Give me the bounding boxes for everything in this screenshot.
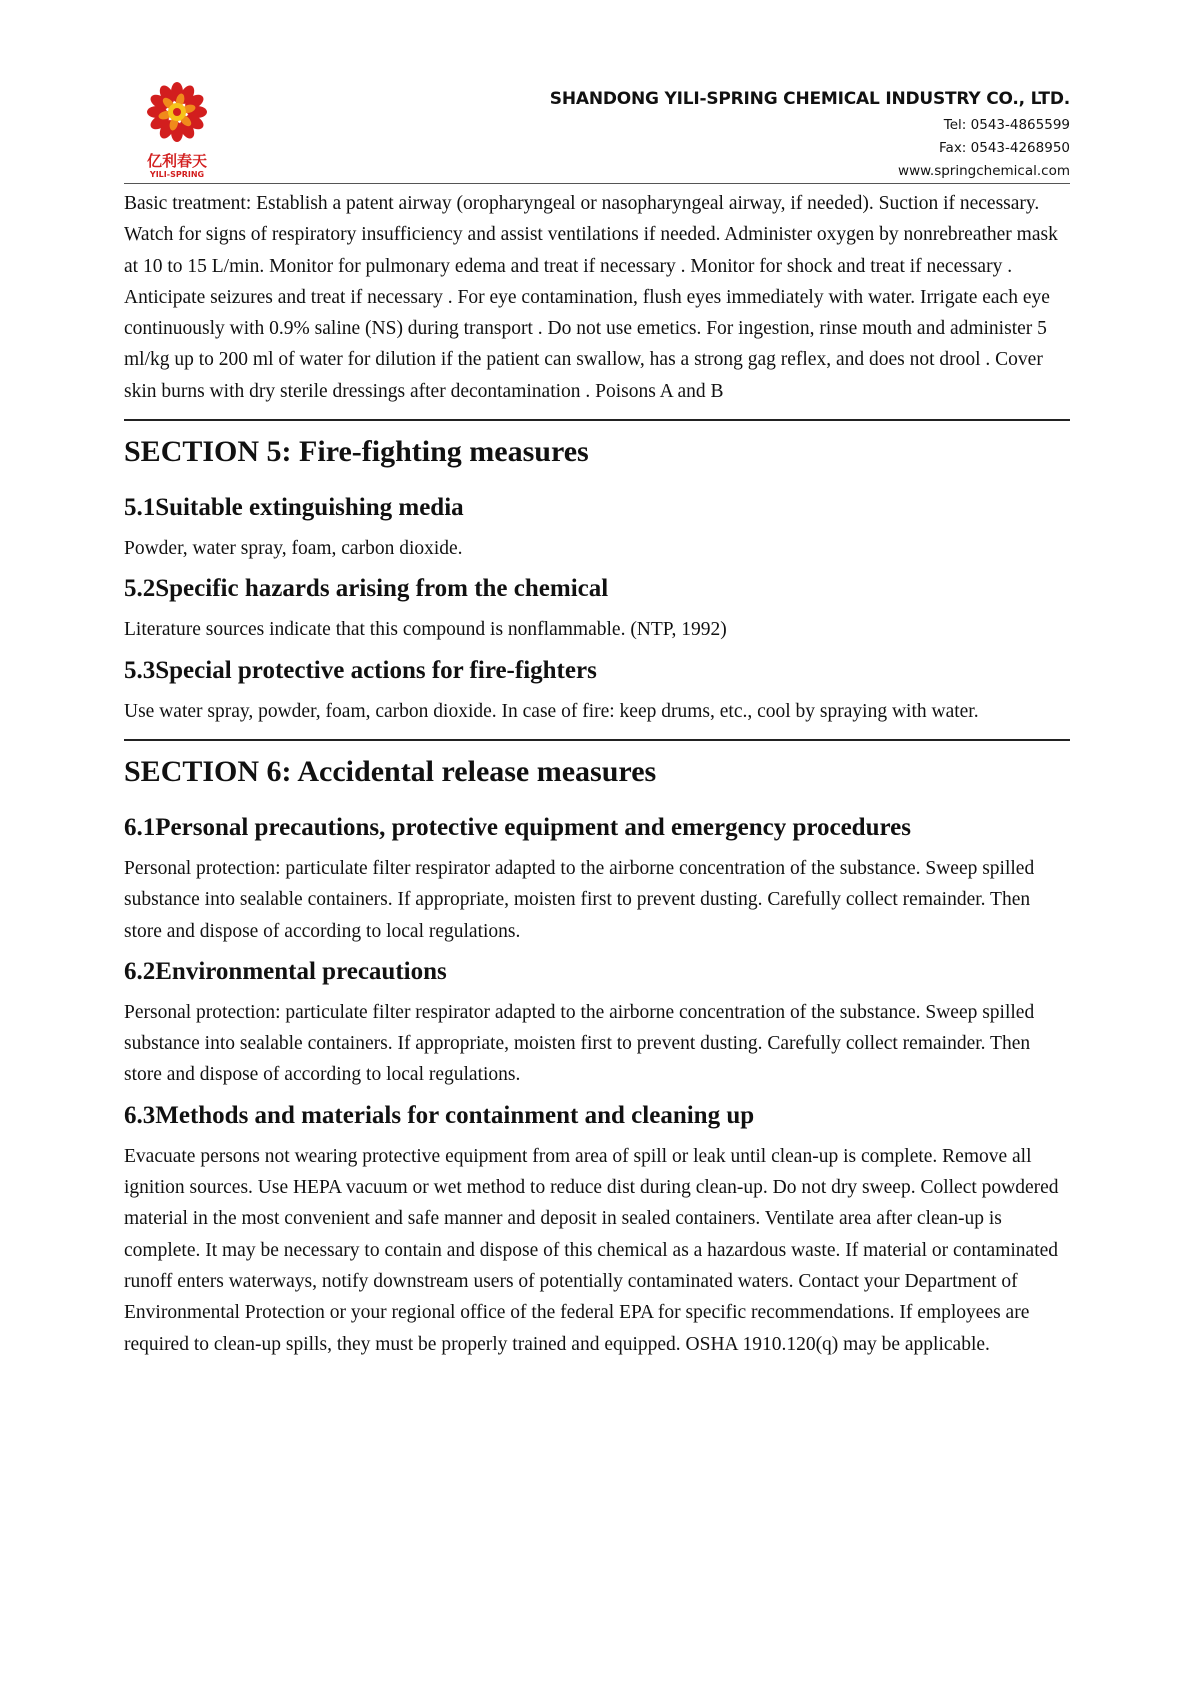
section-divider	[124, 419, 1070, 421]
section-6-3-heading: 6.3Methods and materials for containment and cleaning up	[124, 1101, 755, 1129]
header-divider	[124, 183, 1070, 184]
company-website[interactable]: www.springchemical.com	[898, 163, 1070, 179]
logo-english-name: YILI-SPRING	[149, 170, 205, 179]
section-6-1-heading: 6.1Personal precautions, protective equipment and emergency procedures	[124, 813, 911, 841]
section-6-2-heading: 6.2Environmental precautions	[124, 957, 447, 985]
section-6-title: SECTION 6: Accidental release measures	[124, 754, 657, 788]
document-body	[124, 188, 1070, 1360]
section-5-2-heading: 5.2Specific hazards arising from the chemical	[124, 575, 609, 603]
logo-chinese-name: 亿利春天	[146, 152, 207, 170]
intro-paragraph: Basic treatment: Establish a patent airway (oropharyngeal or nasopharyngeal airway, if needed). Suction if necessary. Watch for signs of respiratory insufficiency and assist ventilations if needed. Administer oxygen by nonrebreather mask at 10 to 15 L/min. Monitor for pulmonary edema and treat if necessary . Monitor for shock and treat if necessary . Anticipate seizures and treat if necessary . For eye contamination, flush eyes immediately with water. Irrigate each eye continuously with 0.9% saline (NS) during transport . Do not use emetics. For ingestion, rinse mouth and administer 5 ml/kg up to 200 ml of water for dilution if the patient can swallow, has a strong gag reflex, and does not drool . Cover skin burns with dry sterile dressings after decontamination . Poisons A and B	[124, 193, 1058, 402]
section-5-3-heading: 5.3Special protective actions for fire-fighters	[124, 656, 597, 684]
company-logo	[138, 80, 216, 178]
section-5-2-text: Literature sources indicate that this compound is nonflammable. (NTP, 1992)	[124, 619, 727, 641]
section-divider	[124, 739, 1070, 741]
flower-logo-icon	[138, 80, 216, 148]
section-6-1-text: Personal protection: particulate filter respirator adapted to the airborne concentration of the substance. Sweep spilled substance into sealable containers. If appropriate, moisten first to prevent dusting. Carefully collect remainder. Then store and dispose of according to local regulations.	[124, 857, 1035, 942]
company-name: SHANDONG YILI-SPRING CHEMICAL INDUSTRY CO., LTD.	[549, 89, 1070, 109]
section-5-3-text: Use water spray, powder, foam, carbon dioxide. In case of fire: keep drums, etc., cool by spraying with water.	[124, 700, 979, 722]
section-6-2-text: Personal protection: particulate filter respirator adapted to the airborne concentration of the substance. Sweep spilled substance into sealable containers. If appropriate, moisten first to prevent dusting. Carefully collect remainder. Then store and dispose of according to local regulations.	[124, 1001, 1035, 1086]
page-header	[124, 72, 1070, 184]
section-6-3-text: Evacuate persons not wearing protective equipment from area of spill or leak until clean-up is complete. Remove all ignition sources. Use HEPA vacuum or wet method to reduce dist during clean-up. Do not dry sweep. Collect powdered material in the most convenient and safe manner and deposit in sealed containers. Ventilate area after clean-up is complete. It may be necessary to contain and dispose of this chemical as a hazardous waste. If material or contaminated runoff enters waterways, notify downstream users of potentially contaminated waters. Contact your Department of Environmental Protection or your regional office of the federal EPA for specific recommendations. If employees are required to clean-up spills, they must be properly trained and equipped. OSHA 1910.120(q) may be applicable.	[124, 1145, 1059, 1355]
company-tel: Tel: 0543-4865599	[943, 117, 1070, 133]
section-5-1-heading: 5.1Suitable extinguishing media	[124, 494, 464, 522]
company-fax: Fax: 0543-4268950	[939, 140, 1070, 156]
section-5-title: SECTION 5: Fire-fighting measures	[124, 435, 589, 469]
section-5-1-text: Powder, water spray, foam, carbon dioxide.	[124, 538, 463, 560]
